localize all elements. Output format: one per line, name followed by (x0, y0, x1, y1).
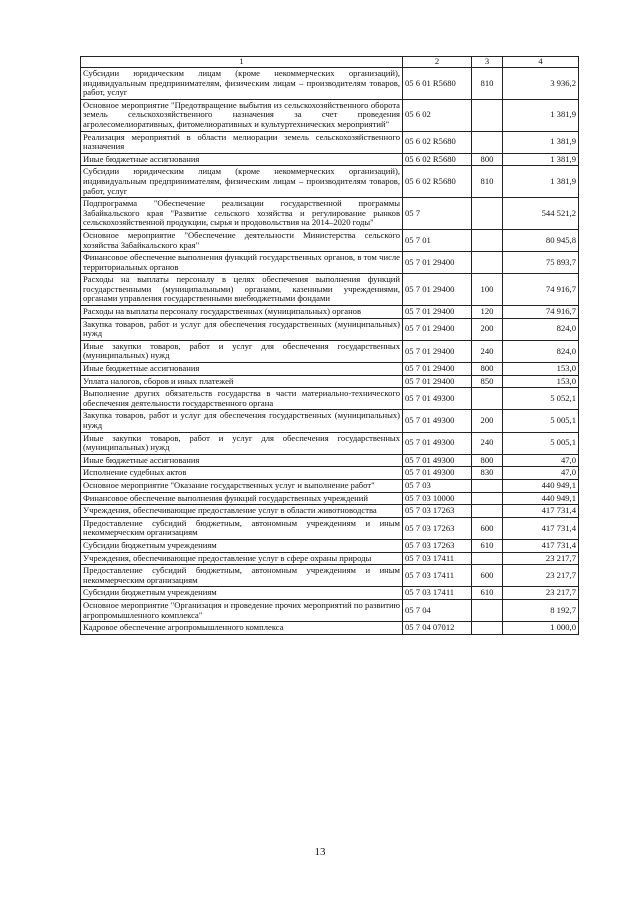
row-name-cell: Учреждения, обеспечивающие предоставление услуг в области животноводства (81, 505, 403, 518)
row-name-cell: Закупка товаров, работ и услуг для обеспечения государственных (муниципальных) нужд (81, 410, 403, 432)
row-expense-type-cell: 600 (472, 517, 503, 539)
row-expense-type-cell: 610 (472, 539, 503, 552)
row-amount-cell: 5 005,1 (503, 432, 579, 454)
row-amount-cell: 824,0 (503, 340, 579, 362)
row-expense-type-cell (472, 198, 503, 230)
row-amount-cell: 1 000,0 (503, 622, 579, 635)
row-name-cell: Иные бюджетные ассигнования (81, 363, 403, 376)
table-row (81, 388, 579, 410)
header-col-1: 1 (81, 57, 403, 68)
row-amount-cell: 23 217,7 (503, 587, 579, 600)
row-name-cell: Выполнение других обязательств государства в части материально-технического обеспечения деятельности государственного органа (81, 388, 403, 410)
row-code-cell: 05 7 04 (403, 599, 472, 621)
row-amount-cell: 417 731,4 (503, 517, 579, 539)
table-row (81, 363, 579, 376)
row-code-cell: 05 7 01 29400 (403, 306, 472, 319)
row-code-cell: 05 7 01 49300 (403, 454, 472, 467)
row-name-cell: Исполнение судебных актов (81, 467, 403, 480)
row-code-cell: 05 7 04 07012 (403, 622, 472, 635)
row-expense-type-cell (472, 479, 503, 492)
row-code-cell: 05 6 02 R5680 (403, 166, 472, 198)
row-name-cell: Основное мероприятие "Организация и проведение прочих мероприятий по развитию агропромышленного комплекса" (81, 599, 403, 621)
table-row (81, 587, 579, 600)
row-amount-cell: 75 893,7 (503, 252, 579, 274)
header-col-4: 4 (503, 57, 579, 68)
row-amount-cell: 80 945,8 (503, 229, 579, 251)
row-code-cell: 05 7 03 17411 (403, 565, 472, 587)
row-name-cell: Иные закупки товаров, работ и услуг для обеспечения государственных (муниципальных) нужд (81, 432, 403, 454)
row-code-cell: 05 7 01 49300 (403, 410, 472, 432)
row-amount-cell: 74 916,7 (503, 274, 579, 306)
row-code-cell: 05 7 01 49300 (403, 467, 472, 480)
row-name-cell: Реализация мероприятий в области мелиорации земель сельскохозяйственного назначения (81, 131, 403, 153)
table-row (81, 375, 579, 388)
table-row (81, 68, 579, 100)
budget-table (80, 56, 579, 635)
page-number: 13 (314, 846, 326, 858)
row-name-cell: Закупка товаров, работ и услуг для обеспечения государственных (муниципальных) нужд (81, 318, 403, 340)
row-amount-cell: 3 936,2 (503, 68, 579, 100)
row-code-cell: 05 7 01 (403, 229, 472, 251)
row-name-cell: Кадровое обеспечение агропромышленного комплекса (81, 622, 403, 635)
row-code-cell: 05 7 03 17263 (403, 517, 472, 539)
row-expense-type-cell: 810 (472, 166, 503, 198)
row-amount-cell: 153,0 (503, 375, 579, 388)
row-name-cell: Основное мероприятие "Предотвращение выбытия из сельскохозяйственного оборота земель сельскохозяйственного назначения за счет проведения агролесомелиоративных, фитомелиоративных и культуртехнических мероприятий" (81, 99, 403, 131)
row-amount-cell: 23 217,7 (503, 565, 579, 587)
table-row (81, 454, 579, 467)
row-expense-type-cell (472, 622, 503, 635)
row-code-cell: 05 7 03 10000 (403, 492, 472, 505)
table-row (81, 318, 579, 340)
row-name-cell: Субсидии бюджетным учреждениям (81, 539, 403, 552)
row-name-cell: Субсидии юридическим лицам (кроме некоммерческих организаций), индивидуальным предпринимателям, физическим лицам – производителям товаров, работ, услуг (81, 166, 403, 198)
header-row (81, 57, 579, 68)
row-name-cell: Предоставление субсидий бюджетным, автономным учреждениям и иным некоммерческим организациям (81, 565, 403, 587)
row-amount-cell: 440 949,1 (503, 492, 579, 505)
row-name-cell: Уплата налогов, сборов и иных платежей (81, 375, 403, 388)
row-code-cell: 05 6 02 (403, 99, 472, 131)
row-expense-type-cell: 800 (472, 153, 503, 166)
table-row (81, 599, 579, 621)
row-expense-type-cell: 800 (472, 454, 503, 467)
table-row (81, 131, 579, 153)
table-row (81, 517, 579, 539)
row-amount-cell: 1 381,9 (503, 99, 579, 131)
table-row (81, 306, 579, 319)
row-expense-type-cell (472, 388, 503, 410)
row-code-cell: 05 7 01 29400 (403, 318, 472, 340)
row-amount-cell: 440 949,1 (503, 479, 579, 492)
table-row (81, 252, 579, 274)
row-name-cell: Основное мероприятие "Обеспечение деятельности Министерства сельского хозяйства Забайкальского края" (81, 229, 403, 251)
row-expense-type-cell (472, 99, 503, 131)
row-name-cell: Иные бюджетные ассигнования (81, 153, 403, 166)
row-expense-type-cell: 830 (472, 467, 503, 480)
row-expense-type-cell: 610 (472, 587, 503, 600)
row-expense-type-cell (472, 229, 503, 251)
row-name-cell: Расходы на выплаты персоналу в целях обеспечения выполнения функций государственными (муниципальными) органами, казенными учреждениями, органами управления государственными внебюджетными фондами (81, 274, 403, 306)
row-code-cell: 05 6 01 R5680 (403, 68, 472, 100)
row-code-cell: 05 7 01 29400 (403, 375, 472, 388)
row-name-cell: Подпрограмма "Обеспечение реализации государственной программы Забайкальского края "Развитие сельского хозяйства и регулирование рынков сельскохозяйственной продукции, сырья и продовольствия на 2014–2020 годы" (81, 198, 403, 230)
row-expense-type-cell (472, 492, 503, 505)
table-row (81, 505, 579, 518)
table-row (81, 198, 579, 230)
row-code-cell: 05 6 02 R5680 (403, 153, 472, 166)
row-name-cell: Субсидии юридическим лицам (кроме некоммерческих организаций), индивидуальным предпринимателям, физическим лицам – производителям товаров, работ, услуг (81, 68, 403, 100)
row-code-cell: 05 7 01 29400 (403, 363, 472, 376)
row-amount-cell: 8 192,7 (503, 599, 579, 621)
row-amount-cell: 1 381,9 (503, 166, 579, 198)
row-code-cell: 05 7 01 49300 (403, 388, 472, 410)
row-expense-type-cell: 200 (472, 410, 503, 432)
row-expense-type-cell (472, 505, 503, 518)
row-name-cell: Финансовое обеспечение выполнения функций государственных органов, в том числе территориальных органов (81, 252, 403, 274)
row-code-cell: 05 7 03 17263 (403, 505, 472, 518)
row-name-cell: Иные закупки товаров, работ и услуг для обеспечения государственных (муниципальных) нужд (81, 340, 403, 362)
table-body (81, 57, 579, 635)
row-expense-type-cell: 800 (472, 363, 503, 376)
row-name-cell: Основное мероприятие "Оказание государственных услуг и выполнение работ" (81, 479, 403, 492)
row-expense-type-cell: 200 (472, 318, 503, 340)
table-row (81, 432, 579, 454)
row-expense-type-cell: 600 (472, 565, 503, 587)
table-row (81, 479, 579, 492)
row-name-cell: Иные бюджетные ассигнования (81, 454, 403, 467)
row-expense-type-cell: 240 (472, 340, 503, 362)
row-expense-type-cell: 850 (472, 375, 503, 388)
table-row (81, 99, 579, 131)
row-amount-cell: 47,0 (503, 454, 579, 467)
table-row (81, 340, 579, 362)
row-name-cell: Субсидии бюджетным учреждениям (81, 587, 403, 600)
table-row (81, 153, 579, 166)
row-expense-type-cell: 810 (472, 68, 503, 100)
row-expense-type-cell: 120 (472, 306, 503, 319)
row-expense-type-cell: 100 (472, 274, 503, 306)
row-code-cell: 05 7 01 29400 (403, 252, 472, 274)
table-row (81, 410, 579, 432)
row-code-cell: 05 7 03 17263 (403, 539, 472, 552)
row-code-cell: 05 7 (403, 198, 472, 230)
table-row (81, 467, 579, 480)
table-row (81, 552, 579, 565)
row-expense-type-cell (472, 552, 503, 565)
row-code-cell: 05 7 03 (403, 479, 472, 492)
row-amount-cell: 544 521,2 (503, 198, 579, 230)
row-name-cell: Предоставление субсидий бюджетным, автономным учреждениям и иным некоммерческим организациям (81, 517, 403, 539)
table-row (81, 166, 579, 198)
row-name-cell: Расходы на выплаты персоналу государственных (муниципальных) органов (81, 306, 403, 319)
table-row (81, 622, 579, 635)
table-row (81, 274, 579, 306)
row-amount-cell: 5 005,1 (503, 410, 579, 432)
row-amount-cell: 5 052,1 (503, 388, 579, 410)
row-code-cell: 05 7 03 17411 (403, 552, 472, 565)
row-code-cell: 05 7 01 49300 (403, 432, 472, 454)
table-row (81, 539, 579, 552)
header-col-2: 2 (403, 57, 472, 68)
table-row (81, 492, 579, 505)
row-amount-cell: 417 731,4 (503, 505, 579, 518)
header-col-3: 3 (472, 57, 503, 68)
row-name-cell: Учреждения, обеспечивающие предоставление услуг в сфере охраны природы (81, 552, 403, 565)
row-amount-cell: 824,0 (503, 318, 579, 340)
row-code-cell: 05 7 03 17411 (403, 587, 472, 600)
row-expense-type-cell (472, 131, 503, 153)
row-amount-cell: 74 916,7 (503, 306, 579, 319)
row-amount-cell: 1 381,9 (503, 131, 579, 153)
row-expense-type-cell: 240 (472, 432, 503, 454)
row-expense-type-cell (472, 252, 503, 274)
row-code-cell: 05 7 01 29400 (403, 274, 472, 306)
row-amount-cell: 153,0 (503, 363, 579, 376)
row-amount-cell: 1 381,9 (503, 153, 579, 166)
row-expense-type-cell (472, 599, 503, 621)
row-amount-cell: 47,0 (503, 467, 579, 480)
row-amount-cell: 417 731,4 (503, 539, 579, 552)
row-code-cell: 05 6 02 R5680 (403, 131, 472, 153)
row-name-cell: Финансовое обеспечение выполнения функций государственных учреждений (81, 492, 403, 505)
row-code-cell: 05 7 01 29400 (403, 340, 472, 362)
table-row (81, 229, 579, 251)
row-amount-cell: 23 217,7 (503, 552, 579, 565)
table-row (81, 565, 579, 587)
